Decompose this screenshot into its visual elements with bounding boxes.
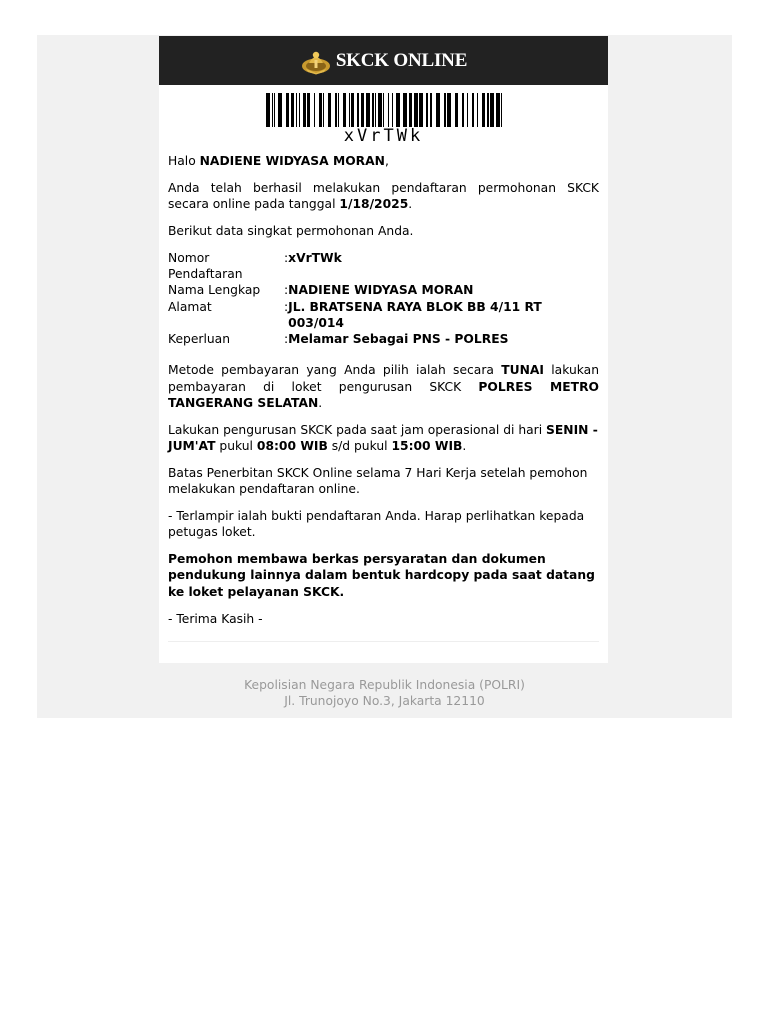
payment-text: Metode pembayaran yang Anda pilih ialah secara bbox=[168, 363, 502, 378]
barcode-section bbox=[159, 93, 608, 153]
info-value: NADIENE WIDYASA MORAN bbox=[288, 283, 474, 298]
payment-text: . bbox=[318, 396, 323, 411]
requirement-paragraph bbox=[168, 551, 599, 600]
summary-intro: Berikut data singkat permohonan Anda. bbox=[168, 223, 414, 238]
info-value: xVrTWk bbox=[288, 250, 342, 265]
greeting-name: NADIENE WIDYASA MORAN bbox=[199, 154, 385, 168]
email-background bbox=[37, 35, 732, 718]
info-value: JL. BRATSENA RAYA BLOK BB 4/11 RT 003/014 bbox=[288, 299, 542, 330]
registration-date: 1/18/2025 bbox=[339, 197, 409, 212]
info-label: Keperluan bbox=[168, 332, 230, 347]
info-row-full-name bbox=[168, 282, 599, 298]
schedule-text: pukul bbox=[215, 439, 257, 454]
info-table bbox=[168, 250, 599, 348]
info-row-address bbox=[168, 299, 599, 332]
schedule-text: . bbox=[462, 439, 467, 454]
logo bbox=[300, 47, 467, 75]
info-row-purpose bbox=[168, 331, 599, 347]
info-label: Nomor Pendaftaran bbox=[168, 250, 243, 281]
info-value: Melamar Sebagai PNS - POLRES bbox=[288, 332, 509, 347]
schedule-paragraph bbox=[168, 422, 599, 455]
footer-org: Kepolisian Negara Republik Indonesia (POLRI) bbox=[244, 678, 525, 692]
payment-location: POLRES METRO TANGERANG SELATAN bbox=[168, 379, 599, 411]
divider bbox=[168, 641, 599, 642]
intro-end: . bbox=[408, 197, 413, 212]
payment-text: lakukan pembayaran di loket pengurusan SKCK bbox=[168, 363, 599, 394]
schedule-days: SENIN - JUM'AT bbox=[168, 422, 598, 454]
info-colon: : bbox=[284, 283, 289, 298]
greeting-prefix: Halo bbox=[168, 154, 200, 168]
attachment-paragraph: - Terlampir ialah bukti pendaftaran Anda. Harap perlihatkan kepada petugas loket. bbox=[168, 509, 585, 540]
info-row-registration-number bbox=[168, 250, 599, 283]
intro-paragraph bbox=[168, 180, 599, 213]
logo-text: SKCK ONLINE bbox=[335, 49, 468, 71]
greeting-suffix: , bbox=[384, 154, 389, 168]
greeting bbox=[168, 153, 599, 169]
schedule-end-time: 15:00 WIB bbox=[391, 439, 463, 454]
info-label: Alamat bbox=[168, 299, 212, 314]
schedule-text: Lakukan pengurusan SKCK pada saat jam operasional di hari bbox=[168, 422, 547, 437]
requirement-text: Pemohon membawa berkas persyaratan dan dokumen pendukung lainnya dalam bentuk hardcopy pada saat datang ke loket pelayanan SKCK. bbox=[168, 552, 595, 599]
barcode-code: xVrTWk bbox=[343, 126, 424, 146]
payment-method: TUNAI bbox=[501, 363, 544, 378]
email-body bbox=[159, 153, 608, 627]
header-bar bbox=[159, 36, 608, 85]
info-colon: : bbox=[284, 250, 289, 265]
footer bbox=[37, 677, 732, 710]
footer-address: Jl. Trunojoyo No.3, Jakarta 12110 bbox=[284, 694, 485, 709]
barcode-image bbox=[266, 93, 502, 127]
info-colon: : bbox=[284, 332, 289, 347]
schedule-start-time: 08:00 WIB bbox=[256, 439, 328, 454]
thanks-text: - Terima Kasih - bbox=[168, 611, 263, 626]
police-emblem-icon bbox=[300, 47, 332, 75]
deadline-paragraph: Batas Penerbitan SKCK Online selama 7 Hari Kerja setelah pemohon melakukan pendaftaran online. bbox=[168, 465, 588, 497]
payment-paragraph bbox=[168, 362, 599, 411]
schedule-text: s/d pukul bbox=[327, 439, 392, 454]
info-label: Nama Lengkap bbox=[168, 283, 261, 298]
email-card bbox=[159, 36, 608, 663]
intro-text: Anda telah berhasil melakukan pendaftaran permohonan SKCK secara online pada tanggal bbox=[168, 180, 599, 212]
info-colon: : bbox=[284, 299, 289, 314]
